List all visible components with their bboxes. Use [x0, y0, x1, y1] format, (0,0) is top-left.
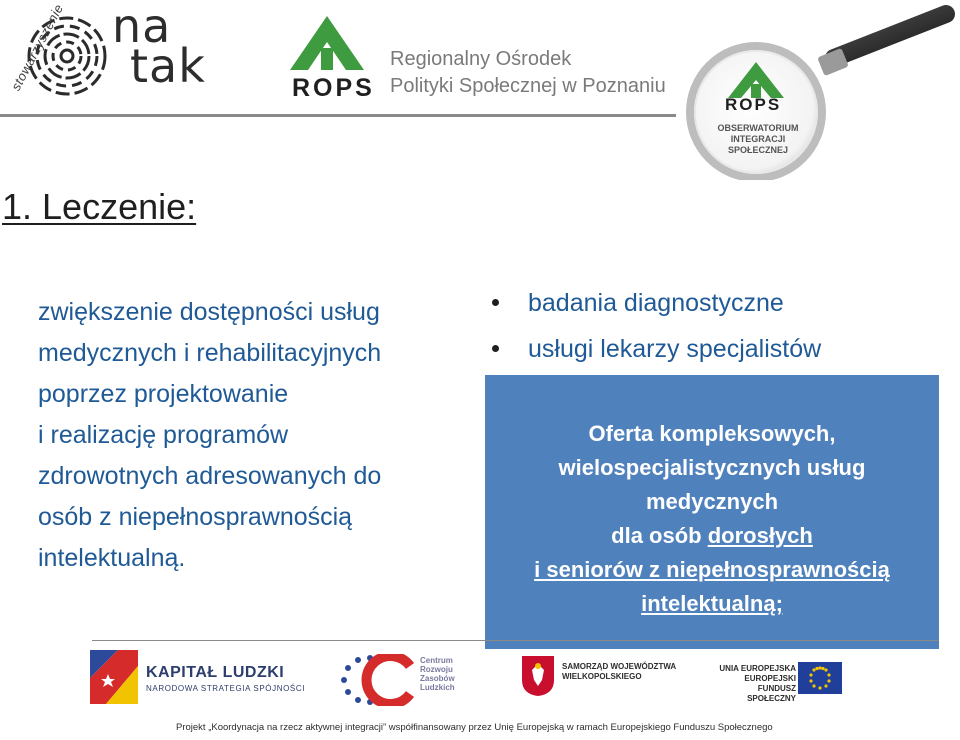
left-paragraph-line: medycznych i rehabilitacyjnych [38, 339, 382, 367]
crzl-line3: Zasobów [420, 674, 455, 683]
eu-line2: EUROPEJSKI [744, 674, 796, 683]
rops-name-line2: Polityki Społecznej w Poznaniu [390, 75, 666, 97]
eu-text [712, 664, 796, 704]
magnifier-caption [706, 123, 810, 156]
offer-line4-underlined: dorosłych [707, 523, 813, 548]
crzl-text [420, 656, 455, 692]
left-paragraph-line: i realizację programów [38, 421, 289, 449]
left-paragraph [38, 292, 478, 579]
offer-line4 [485, 519, 939, 553]
bullet-item: badania diagnostyczne [488, 280, 821, 326]
natak-ring-text: stowarzyszenie [8, 1, 67, 94]
wielkopolska-line2: WIELKOPOLSKIEGO [562, 672, 642, 681]
wielkopolska-text [562, 662, 676, 682]
left-paragraph-line: poprzez projektowanie [38, 380, 289, 408]
offer-text [485, 417, 939, 621]
offer-line6: intelektualną; [641, 591, 783, 616]
magnifier-caption-line3: SPOŁECZNEJ [727, 145, 788, 155]
offer-line3: medycznych [645, 489, 779, 514]
left-paragraph-line: zwiększenie dostępności usług [38, 298, 380, 326]
bullet-item: usługi lekarzy specjalistów [488, 326, 821, 372]
wielkopolska-line1: SAMORZĄD WOJEWÓDZTWA [562, 662, 677, 671]
footer-project-note: Projekt „Koordynacja na rzecz aktywnej integracji” współfinansowany przez Unię Europejską w ramach Europejskiego Funduszu Społecznego [176, 722, 773, 733]
left-paragraph-line: zdrowotnych adresowanych do [38, 462, 382, 490]
slide-title: 1. Leczenie: [2, 186, 197, 227]
eu-flag-icon [798, 662, 842, 694]
magnifier-rops-house-icon [726, 60, 786, 100]
rops-house-icon [288, 14, 366, 72]
rops-name [390, 46, 666, 100]
crzl-line2: Rozwoju [420, 665, 453, 674]
kapital-ludzki-title: KAPITAŁ LUDZKI [146, 664, 285, 681]
crzl-line1: Centrum [420, 656, 453, 665]
offer-line2: wielospecjalistycznych usług [558, 455, 866, 480]
eu-line1: UNIA EUROPEJSKA [719, 664, 796, 673]
kapital-ludzki-subtitle: NARODOWA STRATEGIA SPÓJNOŚCI [146, 684, 306, 693]
magnifier-caption-line1: OBSERWATORIUM [717, 123, 799, 133]
rops-abbr: ROPS [292, 74, 375, 102]
wielkopolska-crest-icon [520, 654, 556, 698]
magnifier-caption-line2: INTEGRACJI [730, 134, 786, 144]
natak-logo-line1: na [112, 0, 172, 53]
natak-logo [112, 0, 206, 93]
crzl-logo-icon [334, 654, 426, 706]
footer-divider [92, 640, 938, 641]
left-paragraph-line: intelektualną. [38, 544, 186, 572]
offer-line1: Oferta kompleksowych, [588, 421, 836, 446]
offer-line5: i seniorów z niepełnosprawnością [534, 557, 890, 582]
eu-line3: FUNDUSZ SPOŁECZNY [747, 684, 796, 703]
magnifier-rops-abbr: ROPS [725, 95, 782, 114]
offer-box [485, 375, 939, 649]
natak-logo-line2: tak [130, 39, 206, 93]
offer-line4-prefix: dla osób [611, 523, 708, 548]
header-divider [0, 114, 676, 117]
bullet-list [488, 280, 821, 372]
rops-name-line1: Regionalny Ośrodek [390, 48, 572, 70]
kapital-ludzki-icon [88, 648, 140, 706]
left-paragraph-line: osób z niepełnosprawnością [38, 503, 353, 531]
crzl-line4: Ludzkich [420, 683, 455, 692]
